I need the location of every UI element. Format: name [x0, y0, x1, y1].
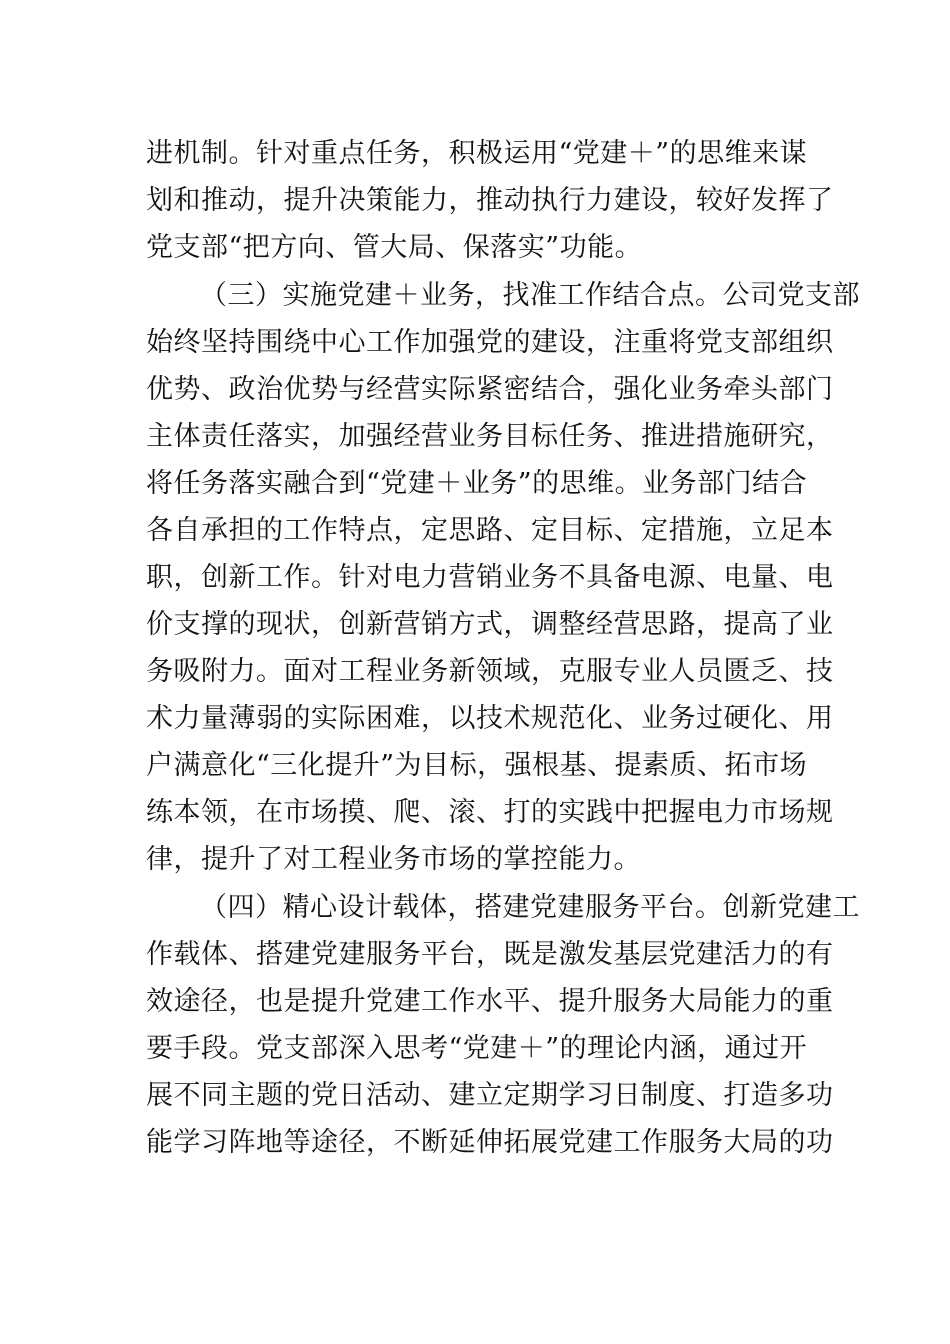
text-line: 要手段。党支部深入思考“党建＋”的理论内涵，通过开: [146, 1033, 808, 1064]
text-line: 务吸附力。面对工程业务新领域，克服专业人员匮乏、技: [146, 656, 834, 687]
text-line: 党支部“把方向、管大局、保落实”功能。: [146, 232, 643, 263]
text-line: 职，创新工作。针对电力营销业务不具备电源、电量、电: [146, 562, 834, 593]
text-line: 各自承担的工作特点，定思路、定目标、定措施，立足本: [146, 515, 834, 546]
text-line: 划和推动，提升决策能力，推动执行力建设，较好发挥了: [146, 185, 834, 216]
text-line: 练本领，在市场摸、爬、滚、打的实践中把握电力市场规: [146, 797, 834, 828]
text-line: 作载体、搭建党建服务平台，既是激发基层党建活力的有: [146, 939, 834, 970]
text-line: 价支撑的现状，创新营销方式，调整经营思路，提高了业: [146, 609, 834, 640]
section-heading-line: （三）实施党建＋业务，找准工作结合点。公司党支部: [200, 280, 860, 311]
text-line: 展不同主题的党日活动、建立定期学习日制度、打造多功: [146, 1080, 834, 1111]
text-line: 始终坚持围绕中心工作加强党的建设，注重将党支部组织: [146, 327, 834, 358]
text-line: 能学习阵地等途径，不断延伸拓展党建工作服务大局的功: [146, 1127, 834, 1158]
section-heading-line: （四）精心设计载体，搭建党建服务平台。创新党建工: [200, 892, 860, 923]
text-line: 术力量薄弱的实际困难，以技术规范化、业务过硬化、用: [146, 703, 834, 734]
text-line: 主体责任落实，加强经营业务目标任务、推进措施研究，: [146, 421, 834, 452]
text-line: 优势、政治优势与经营实际紧密结合，强化业务牵头部门: [146, 374, 834, 405]
text-line: 户满意化“三化提升”为目标，强根基、提素质、拓市场: [146, 750, 808, 781]
text-line: 进机制。针对重点任务，积极运用“党建＋”的思维来谋: [146, 138, 808, 169]
text-line: 将任务落实融合到“党建＋业务”的思维。业务部门结合: [146, 468, 808, 499]
text-line: 效途径，也是提升党建工作水平、提升服务大局能力的重: [146, 986, 834, 1017]
text-line: 律，提升了对工程业务市场的掌控能力。: [146, 844, 641, 875]
